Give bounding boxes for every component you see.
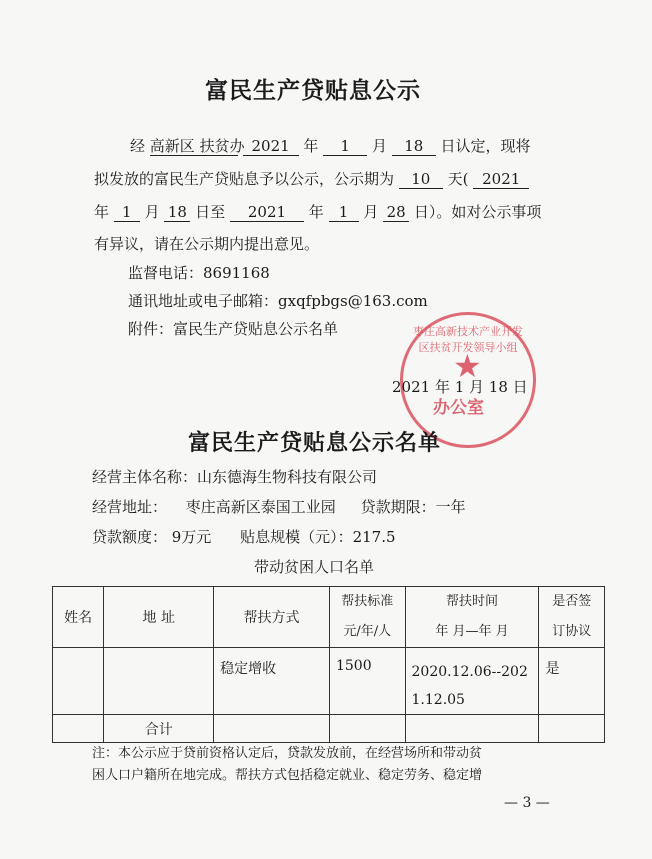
official-seal-icon: 枣庄高新技术产业开发区扶贫开发领导小组 ★ 办公室 (400, 312, 536, 448)
address-value: 枣庄高新区泰国工业园 (185, 498, 336, 516)
supervision-phone: 监督电话：8691168 (128, 264, 270, 282)
loan-amount: 贷款额度： 9万元 (92, 528, 212, 546)
table-subtitle: 带动贫困人口名单 (254, 558, 375, 576)
header-address: 地 址 (104, 587, 214, 648)
text: 年 (94, 203, 110, 221)
cell-time-line1: 2020.12.06--202 (411, 664, 528, 680)
total-cell-empty (405, 715, 539, 743)
cell-standard: 1500 (329, 648, 405, 715)
cell-time-line2: 1.12.05 (411, 692, 465, 708)
cell-name (53, 648, 104, 715)
text: 日至 (195, 203, 226, 221)
table-header-row (53, 587, 605, 648)
list-title: 富民生产贷贴息公示名单 (188, 430, 442, 456)
day-field: 18 (392, 137, 436, 156)
header-agreement-line2: 订协议 (552, 624, 592, 639)
day-field: 18 (164, 203, 190, 222)
header-time (405, 587, 539, 648)
address-label: 经营地址： (92, 498, 168, 516)
year-field: 2021 (243, 137, 299, 156)
header-agreement (539, 587, 605, 648)
table-row (53, 648, 605, 715)
header-method: 帮扶方式 (214, 587, 330, 648)
header-standard (329, 587, 405, 648)
text: 年 (308, 203, 324, 221)
contact-address: 通讯地址或电子邮箱：gxqfpbgs@163.com (128, 292, 428, 310)
note-line-1: 注：本公示应于贷前资格认定后，贷款发放前，在经营场所和带动贫 (92, 746, 483, 761)
total-label: 合计 (104, 715, 214, 743)
loan-term: 贷款期限：一年 (360, 498, 466, 516)
text: 经 (130, 137, 146, 155)
year-field: 2021 (473, 170, 529, 189)
subsidy-scale: 贴息规模（元）：217.5 (240, 528, 396, 546)
entity-name: 经营主体名称：山东德海生物科技有限公司 (92, 468, 378, 486)
text: 日认定，现将 (440, 137, 531, 155)
page-title: 富民生产贷贴息公示 (205, 77, 421, 104)
day-field: 28 (383, 203, 409, 222)
cell-agreement: 是 (539, 648, 605, 715)
notice-line-1 (130, 135, 531, 156)
total-cell-empty (214, 715, 330, 743)
total-cell-empty (53, 715, 104, 743)
month-field: 1 (329, 203, 359, 222)
total-row (53, 715, 605, 743)
days-field: 10 (399, 170, 443, 189)
cell-time (405, 648, 539, 715)
header-standard-line2: 元/年/人 (343, 624, 392, 639)
text: 年 (303, 137, 319, 155)
notice-line-4: 有异议，请在公示期内提出意见。 (94, 235, 320, 253)
header-agreement-line1: 是否签 (552, 594, 592, 609)
cell-address (104, 648, 214, 715)
header-standard-line1: 帮扶标准 (341, 594, 394, 609)
dept-field: 高新区 扶贫办 (149, 137, 245, 155)
text: 日）。如对公示事项 (413, 203, 542, 221)
text: 月 (371, 137, 387, 155)
poverty-population-table (52, 586, 605, 743)
total-cell-empty (329, 715, 405, 743)
month-field: 1 (114, 203, 140, 222)
page-number: — 3 — (504, 795, 550, 811)
total-cell-empty (539, 715, 605, 743)
year-field: 2021 (230, 203, 304, 222)
attachment-line: 附件：富民生产贷贴息公示名单 (128, 320, 339, 338)
text: 月 (144, 203, 160, 221)
text: 月 (363, 203, 379, 221)
header-time-line2: 年 月—年 月 (435, 624, 509, 639)
month-field: 1 (323, 137, 367, 156)
header-time-line1: 帮扶时间 (445, 594, 498, 609)
notice-date: 2021 年 1 月 18 日 (392, 378, 528, 396)
cell-method: 稳定增收 (214, 648, 330, 715)
business-address-line (92, 496, 466, 517)
notice-line-3 (94, 201, 541, 222)
text: 天( (447, 170, 469, 188)
notice-line-2 (94, 168, 529, 189)
note-line-2: 困人口户籍所在地完成。帮扶方式包括稳定就业、稳定劳务、稳定增 (92, 768, 483, 783)
text: 拟发放的富民生产贷贴息予以公示，公示期为 (94, 170, 395, 188)
header-name: 姓名 (53, 587, 104, 648)
loan-amount-line (92, 526, 396, 547)
